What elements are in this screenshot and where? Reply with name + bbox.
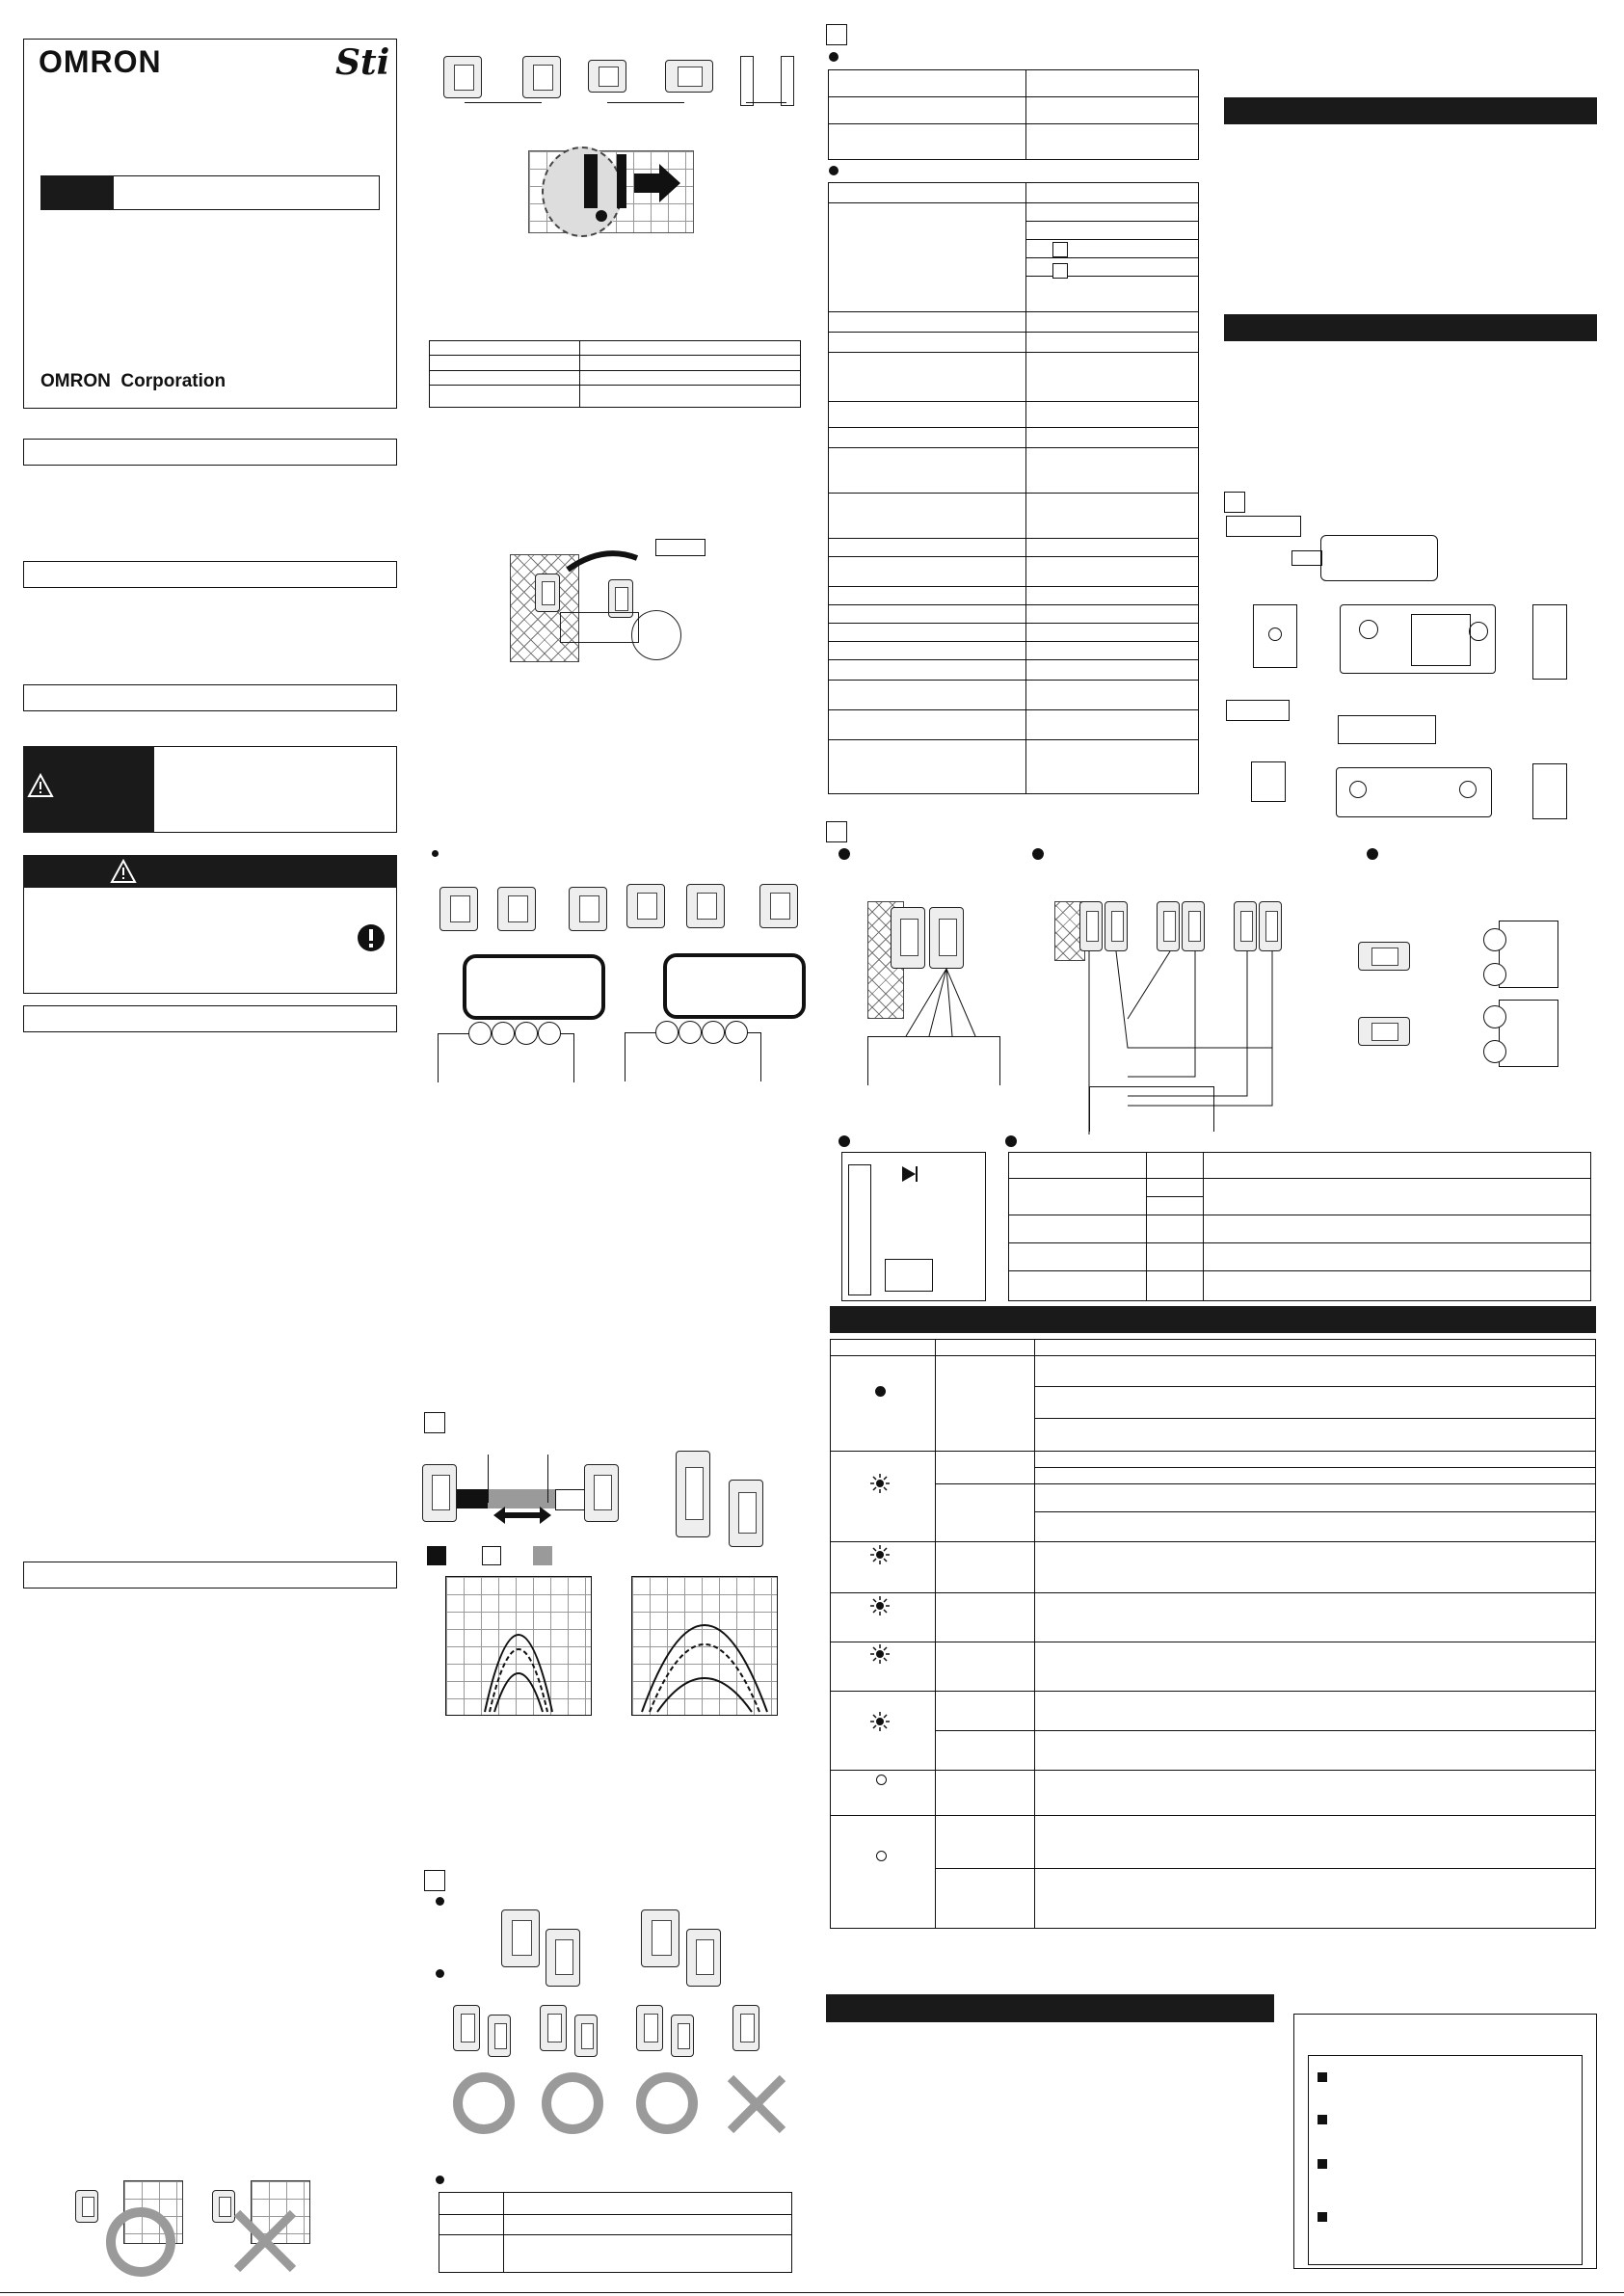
info-bullet-square (1318, 2212, 1327, 2222)
spec-table-bottom (439, 2192, 792, 2273)
dimension-drawing-1 (1234, 516, 1581, 699)
warning-triangle-icon (110, 859, 137, 884)
section-marker-sq (1224, 492, 1245, 513)
door-sensor-illustration (506, 535, 708, 670)
section-marker-sq (826, 821, 847, 842)
indicator-section-bar (830, 1306, 1596, 1333)
sensor-distance-illustration (434, 52, 800, 120)
warning-triangle-icon (27, 773, 54, 798)
bullet-dot (1032, 848, 1044, 860)
omron-corporation: OMRON Corporation (40, 371, 226, 391)
section-header-4 (23, 1005, 397, 1032)
bullet-dot (436, 1897, 444, 1906)
circle-ok-icon (453, 2072, 515, 2134)
circle-ok-icon (636, 2072, 698, 2134)
bullet-dot (839, 1135, 850, 1147)
chart-legend-white (482, 1546, 501, 1565)
spec-table-small (429, 340, 801, 408)
bullet-dot (1367, 848, 1378, 860)
info-bullet-square (1318, 2072, 1327, 2082)
info-bullet-square (1318, 2115, 1327, 2124)
checkbox-square (1052, 242, 1068, 257)
series-connection-diagram-2 (617, 872, 805, 1084)
led-indicator-icon (869, 1711, 891, 1732)
terminal-table (1008, 1152, 1591, 1301)
approach-direction-illustration (443, 1976, 790, 2140)
bullet-dot (829, 52, 839, 62)
cross-ng-icon (231, 2207, 299, 2275)
series-connection-diagram-1 (424, 848, 607, 1084)
led-indicator-icon (869, 1473, 891, 1494)
indicator-table (830, 1339, 1596, 1929)
wiring-diagram-single (848, 872, 1002, 1084)
door-mount-illustration (67, 2169, 337, 2265)
circle-ok-icon (542, 2072, 603, 2134)
section-header-5 (23, 1562, 397, 1589)
operating-range-chart-2 (631, 1576, 778, 1716)
detection-zone-illustration (420, 1451, 806, 1557)
led-off-icon (876, 1851, 887, 1861)
led-off-icon (875, 1386, 886, 1397)
bullet-dot (1005, 1135, 1017, 1147)
dimension-drawing-2 (1234, 713, 1581, 839)
output-circuit-diagram (841, 1152, 986, 1301)
cross-ng-icon (725, 2072, 788, 2136)
info-bullet-square (1318, 2159, 1327, 2169)
wiring-diagram-series (1051, 872, 1301, 1133)
bullet-dot (839, 848, 850, 860)
bullet-dot (829, 166, 839, 175)
section-header-1 (23, 439, 397, 466)
characteristics-table (828, 182, 1199, 794)
led-indicator-icon (869, 1595, 891, 1616)
cover-frame (23, 39, 397, 409)
warning-header-bar (23, 855, 397, 888)
power-supply-diagram (1354, 921, 1557, 1070)
model-title-tab (40, 175, 114, 210)
right-section-bar-2 (1224, 314, 1597, 341)
chart-legend-gray (533, 1546, 552, 1565)
right-section-bar-1 (1224, 97, 1597, 124)
led-indicator-icon (869, 1544, 891, 1565)
chart-legend-black (427, 1546, 446, 1565)
omron-logo: OMRON (39, 44, 162, 79)
operating-range-chart-1 (445, 1576, 592, 1716)
bullet-dot (436, 2176, 444, 2184)
bottom-rule (0, 2292, 1624, 2293)
led-indicator-icon (869, 1643, 891, 1665)
gear-approach-illustration (528, 145, 692, 241)
bottom-section-bar (826, 1994, 1274, 2022)
section-header-3 (23, 684, 397, 711)
section-marker-sq (424, 1412, 445, 1433)
section-marker-sq (826, 24, 847, 45)
exclamation-circle-icon (357, 923, 386, 952)
section-header-2 (23, 561, 397, 588)
sti-logo: Sti (335, 42, 390, 83)
led-off-icon (876, 1775, 887, 1785)
section-marker-sq (424, 1870, 445, 1891)
info-box-inner (1308, 2055, 1583, 2265)
checkbox-square (1052, 263, 1068, 279)
ratings-table (828, 69, 1199, 160)
